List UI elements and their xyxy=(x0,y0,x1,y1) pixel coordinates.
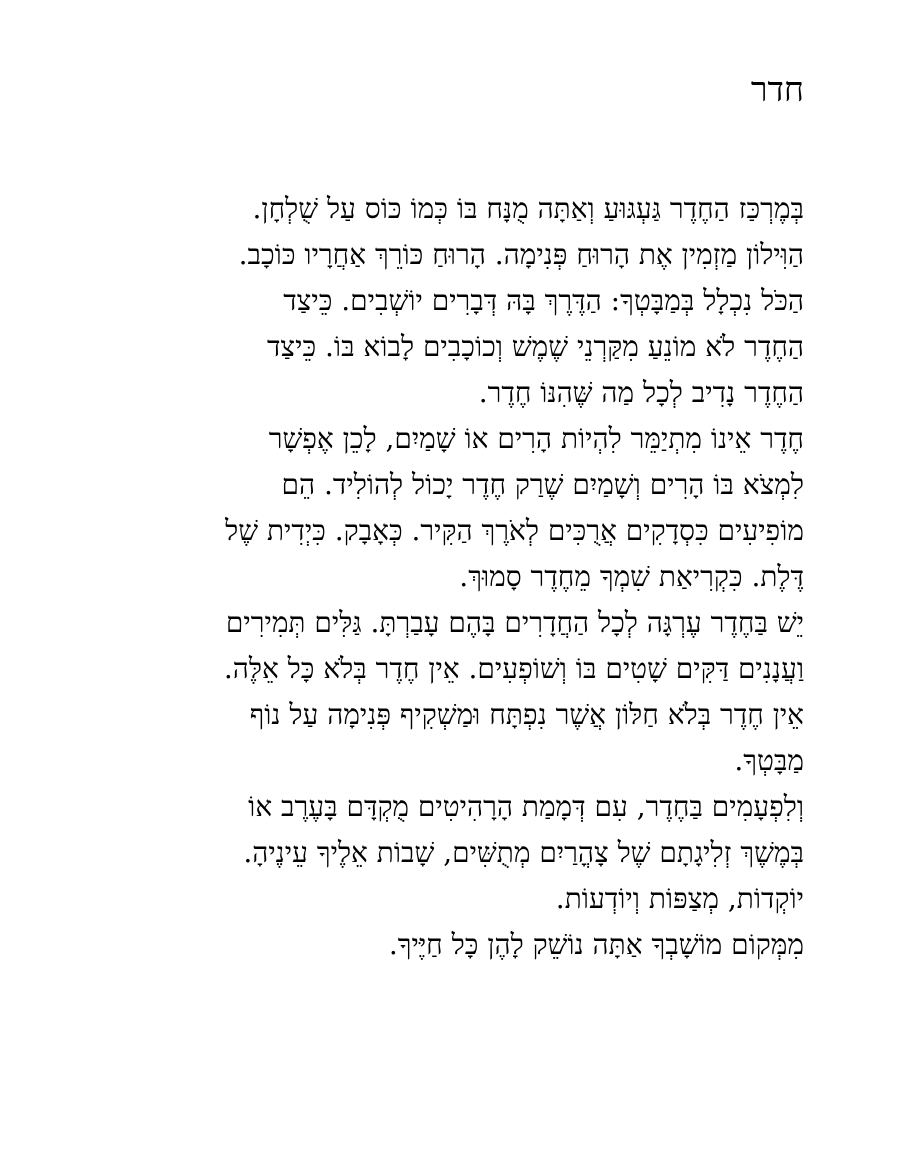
poem-line: מִמְּקוֹם מוֹשָׁבְךָ אַתָּה נוֹשֵׁק לָהֶן כָּל חַיֶּיךָ. xyxy=(388,928,804,961)
poem-line: אֵין חֶדֶר בְּלֹא חַלּוֹן אֲשֶׁר נִפְתָּח וּמַשְׁקִיף פְּנִימָה עַל נוֹף xyxy=(249,698,804,731)
poem-line: הַוִּילוֹן מַזְמִין אֶת הָרוּחַ פְּנִימָה. הָרוּחַ כּוֹרֵךְ אַחֲרָיו כּוֹכָב. xyxy=(238,238,804,271)
poem-line: חֶדֶר אֵינוֹ מִתְיַמֵּר לִהְיוֹת הָרִים אוֹ שָׁמַיִם, לָכֵן אֶפְשָׁר xyxy=(268,422,804,455)
poem-line: יֵשׁ בַּחֶדֶר עֶרְגָּה לְכָל הַחֲדָרִים בָּהֶם עָבַרְתָּ. גַּלִּים תְּמִירִים xyxy=(225,606,804,639)
poem-line: הַחֶדֶר נָדִיב לְכָל מַה שֶּׁהִנּוֹ חֶדֶר. xyxy=(478,376,804,409)
poem-line: מַבָּטְךָ. xyxy=(734,744,804,777)
poem-line: הַכֹּל נִכְלָל בְּמַבָּטְךָ: הַדֶּרֶךְ בָּהּ דְּבָרִים יוֹשְׁבִים. כֵּיצַד xyxy=(283,284,804,317)
poem-line: מוֹפִיעִים כִּסְדָקִים אֲרֻכִּים לְאֹרֶךְ הַקִּיר. כְּאָבָק. כִּיְדִית שֶׁל xyxy=(225,514,804,547)
poem-line: דֶּלֶת. כִּקְרִיאַת שִׁמְךָ מֵחֶדֶר סָמוּךְ. xyxy=(459,560,804,593)
poem-body xyxy=(84,186,804,968)
poem-line: הַחֶדֶר לֹא מוֹנֵעַ מִקַּרְנֵי שֶׁמֶשׁ וְכוֹכָבִים לָבוֹא בּוֹ. כֵּיצַד xyxy=(266,330,804,363)
poem-line: בְּמֶשֶׁךְ זְלִיגָתָם שֶׁל צָהֳרַיִם מְתֻשִּׁים, שָׁבוֹת אֵלֶיךָ עֵינֶיהָ. xyxy=(243,836,804,869)
poem-line: יוֹקְדוֹת, מְצַפּוֹת וְיוֹדְעוֹת. xyxy=(555,882,804,915)
poem-title: חדר xyxy=(750,70,804,110)
poem-line: לִמְצֹא בּוֹ הָרִים וְשָׁמַיִם שֶׁרַק חֶדֶר יָכוֹל לְהוֹלִיד. הֵם xyxy=(281,468,804,501)
poem-line: וַעֲנָנִים דַּקִּים שָׁטִים בּוֹ וְשׁוֹפְעִים. אֵין חֶדֶר בְּלֹא כָּל אֵלֶּה. xyxy=(223,652,804,685)
poem-line: וְלִפְעָמִים בַּחֶדֶר, עִם דְּמָמַת הָרָהִיטִים מֻקְדָּם בָּעֶרֶב אוֹ xyxy=(248,790,804,823)
poem-line: בְּמֶרְכַּז הַחֶדֶר גַּעְגּוּעַ וְאַתָּה מֻנָּח בּוֹ כְּמוֹ כּוֹס עַל שֻׁלְחָן. xyxy=(252,192,804,225)
